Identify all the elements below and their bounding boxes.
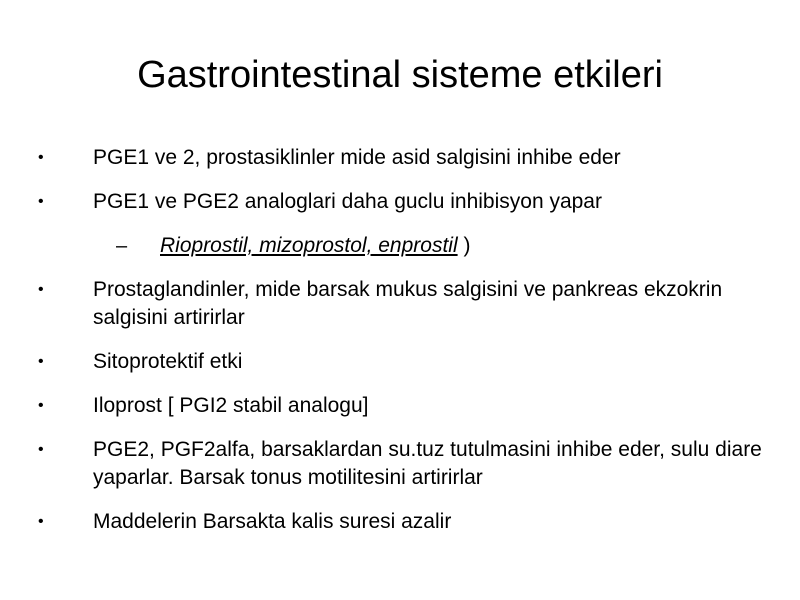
slide-title: Gastrointestinal sisteme etkileri (137, 54, 663, 96)
bullet-text: Sitoprotektif etki (93, 350, 243, 373)
sub-bullet-item (0, 232, 760, 260)
bullet-item (0, 392, 773, 420)
bullet-icon: • (38, 397, 44, 414)
bullet-text: PGE1 ve 2, prostasiklinler mide asid salgisini inhibe eder (93, 146, 621, 169)
bullet-item (0, 436, 773, 492)
bullet-icon: • (38, 193, 44, 210)
bullet-icon: • (38, 353, 44, 370)
bullet-item (0, 144, 773, 172)
bullet-icon: • (38, 441, 44, 458)
bullet-icon: • (38, 281, 44, 298)
bullet-list (0, 144, 800, 536)
bullet-item (0, 348, 773, 376)
drug-names: Rioprostil, mizoprostol, enprostil (160, 234, 458, 257)
bullet-text: Prostaglandinler, mide barsak mukus salgisini ve pankreas ekzokrin salgisini artirirlar (93, 278, 723, 329)
bullet-icon: • (38, 149, 44, 166)
bullet-item (0, 508, 773, 536)
bullet-item (0, 188, 773, 216)
bullet-text: PGE1 ve PGE2 analoglari daha guclu inhibisyon yapar (93, 190, 602, 213)
bullet-text: Maddelerin Barsakta kalis suresi azalir (93, 510, 452, 533)
bullet-text: PGE2, PGF2alfa, barsaklardan su.tuz tutulmasini inhibe eder, sulu diare yaparlar. Barsak tonus motilitesini artirirlar (93, 438, 762, 489)
bullet-icon: • (38, 513, 44, 530)
dash-icon: – (116, 235, 128, 257)
bullet-item (0, 276, 773, 332)
drug-names-suffix: ) (457, 234, 471, 257)
bullet-text: Iloprost [ PGI2 stabil analogu] (93, 394, 369, 417)
